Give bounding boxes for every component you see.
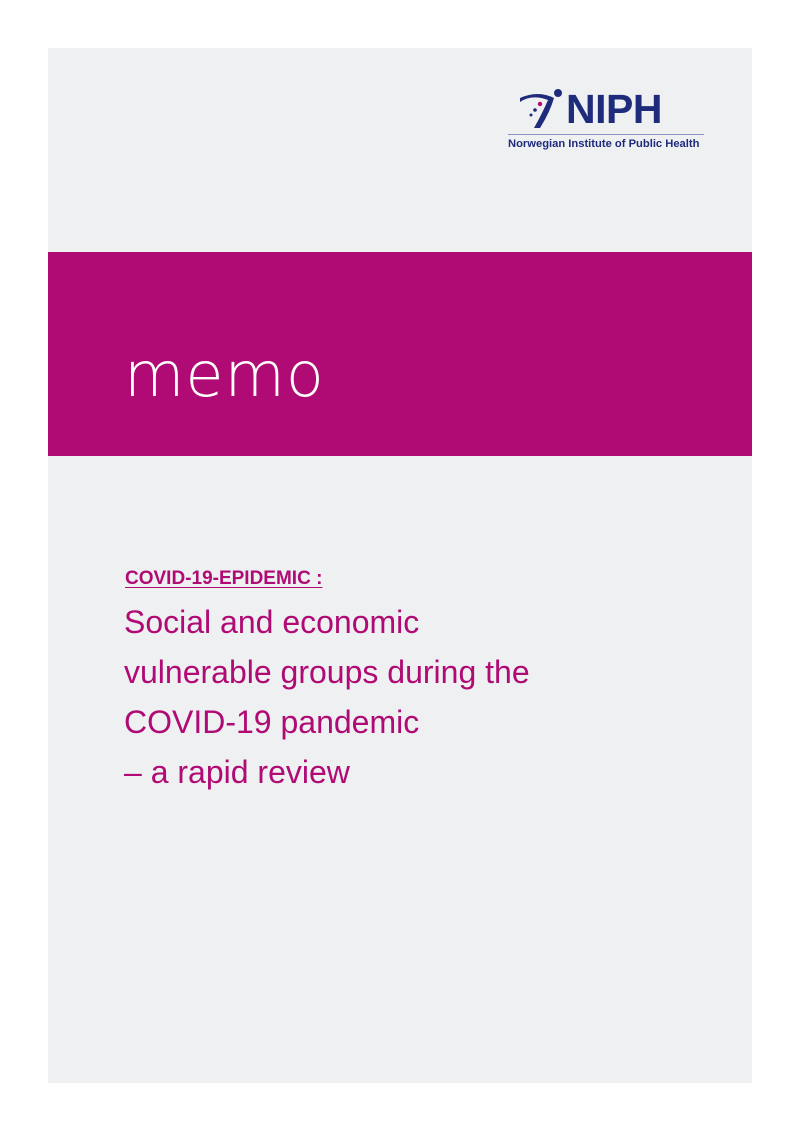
title-line: Social and economic <box>124 604 420 640</box>
cover-page <box>48 48 752 1083</box>
document-title <box>124 597 530 797</box>
title-line: COVID-19 pandemic <box>124 704 420 740</box>
title-line: – a rapid review <box>124 754 350 790</box>
niph-logo <box>508 84 704 154</box>
title-line: vulnerable groups during the <box>124 654 530 690</box>
document-type-label: memo <box>124 338 325 411</box>
kicker-heading: COVID-19-EPIDEMIC : <box>125 568 323 589</box>
memo-band <box>48 252 752 456</box>
logo-full-name: Norwegian Institute of Public Health <box>508 138 700 150</box>
niph-figure-icon <box>518 88 566 132</box>
logo-wordmark: NIPH <box>566 86 662 132</box>
logo-divider <box>508 134 704 135</box>
